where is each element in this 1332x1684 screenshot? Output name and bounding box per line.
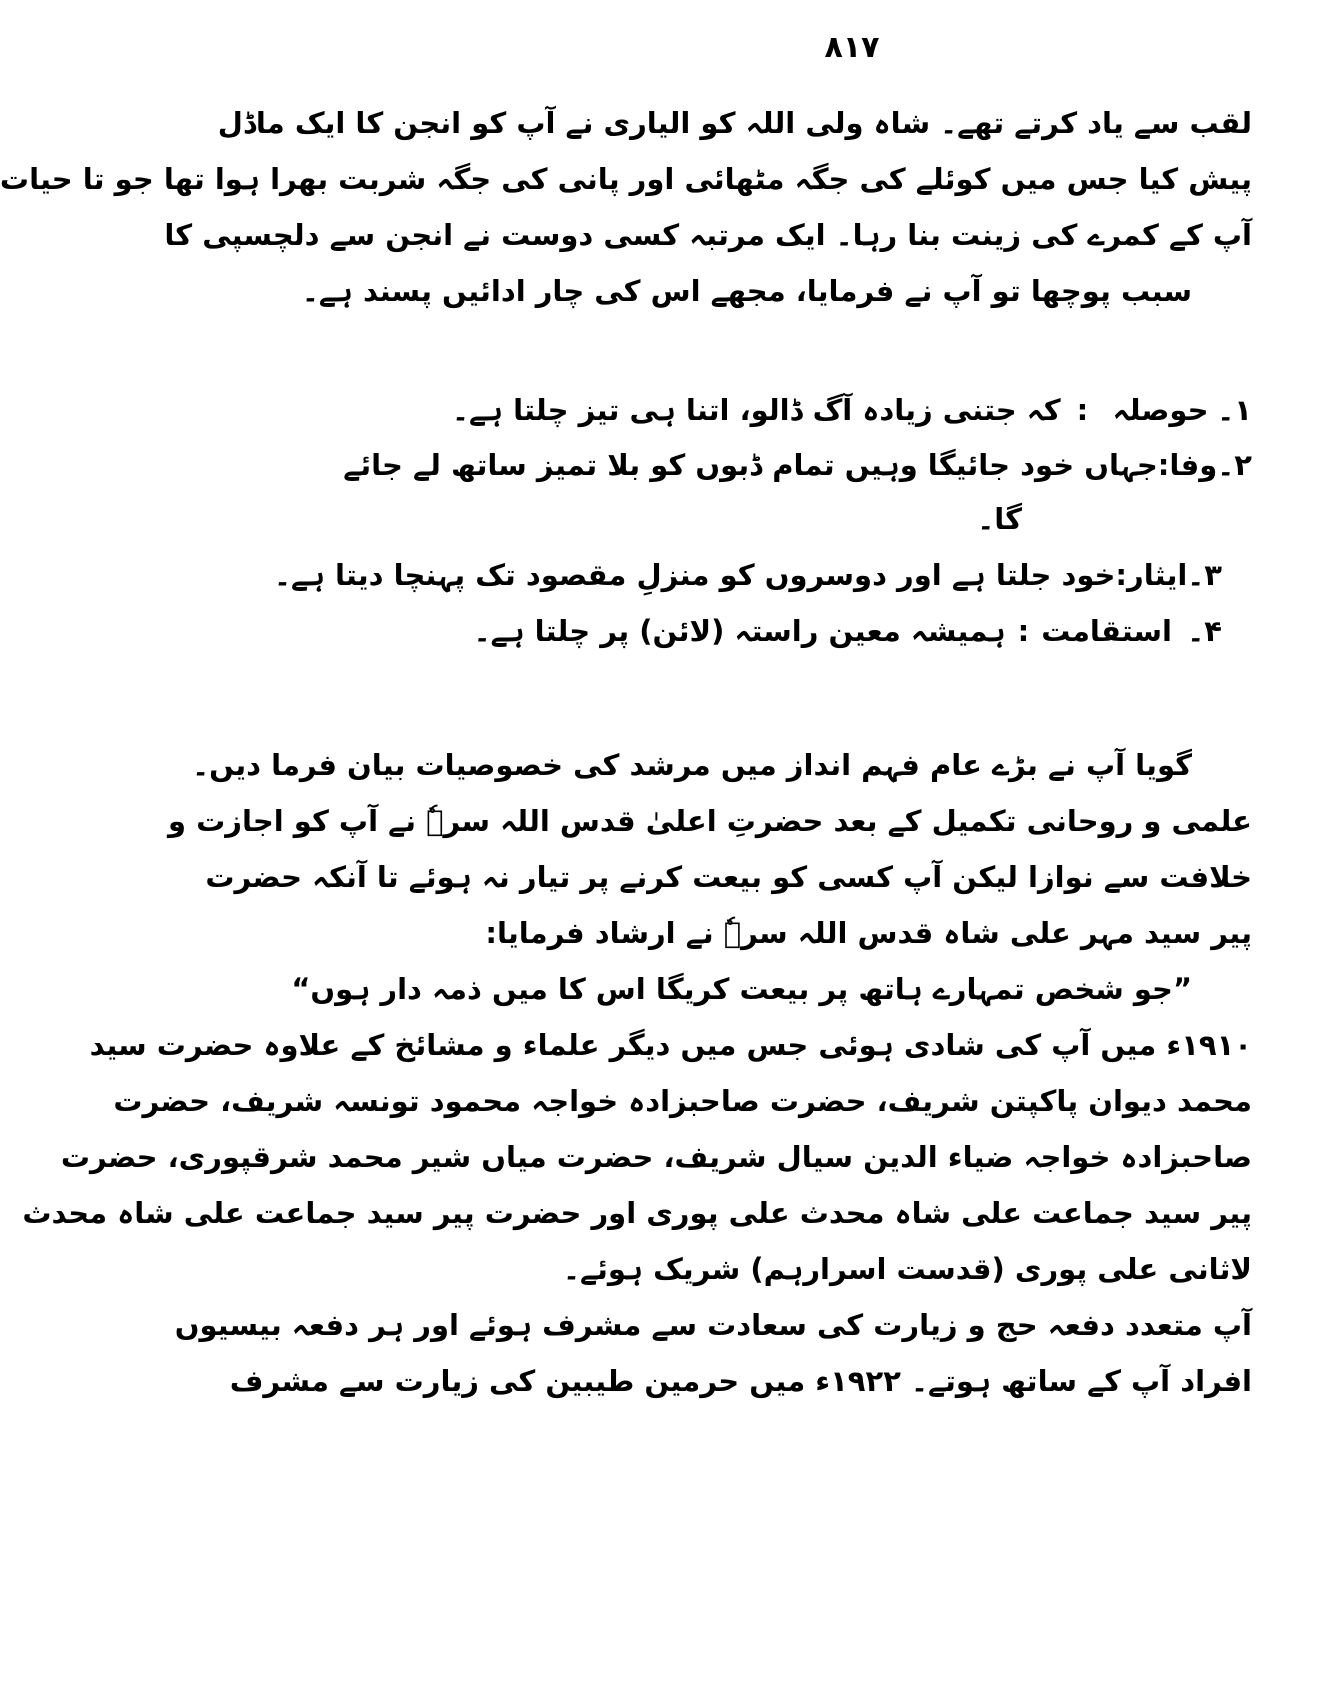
list-item-number: ۳۔ bbox=[1187, 558, 1222, 592]
list-item bbox=[452, 606, 1222, 658]
paragraph-line: صاحبزادہ خواجہ ضیاء الدین سیال شریف، حضرت میاں شیر محمد شرقپوری، حضرت bbox=[60, 1140, 1252, 1174]
paragraph-line: آپ کے کمرے کی زینت بنا رہا۔ ایک مرتبہ کسی دوست نے انجن سے دلچسپی کا bbox=[164, 218, 1252, 252]
paragraph-line: علمی و روحانی تکمیل کے بعد حضرتِ اعلیٰ قدس اللہ سرہٗ نے آپ کو اجازت و bbox=[168, 804, 1252, 838]
paragraph-line: ۱۹۱۰ء میں آپ کی شادی ہوئی جس میں دیگر علماء و مشائخ کے علاوہ حضرت سید bbox=[89, 1028, 1252, 1062]
paragraph-line: لقب سے یاد کرتے تھے۔ شاہ ولی اللہ کو الیاری نے آپ کو انجن کا ایک ماڈل bbox=[217, 106, 1252, 140]
paragraph-line: لاثانی علی پوری (قدست اسرارہم) شریک ہوئے۔ bbox=[562, 1252, 1252, 1286]
list-item-number: ۱۔ bbox=[1217, 393, 1252, 427]
list-item-definition: کہ جتنی زیادہ آگ ڈالو، اتنا ہی تیز چلتا ہے۔ bbox=[452, 393, 1061, 427]
list-item-colon: : bbox=[1076, 393, 1089, 427]
list-item-definition: خود جلتا ہے اور دوسروں کو منزلِ مقصود تک پہنچا دیتا ہے۔ bbox=[273, 558, 1116, 592]
list-item-colon: : bbox=[1017, 614, 1030, 648]
paragraph-line: محمد دیوان پاکپتن شریف، حضرت صاحبزادہ خواجہ محمود تونسہ شریف، حضرت bbox=[113, 1084, 1252, 1118]
list-item-number: ۲۔ bbox=[1217, 448, 1252, 482]
list-item-term: استقامت bbox=[1041, 614, 1172, 648]
list-item bbox=[343, 440, 1252, 492]
paragraph-line: آپ متعدد دفعہ حج و زیارت کی سعادت سے مشرف ہوئے اور ہر دفعہ بیسیوں bbox=[174, 1308, 1252, 1342]
list-item-definition: ہمیشہ معین راستہ (لائن) پر چلتا ہے۔ bbox=[473, 614, 1006, 648]
list-item-colon: : bbox=[1157, 448, 1170, 482]
list-item-term: حوصلہ bbox=[1112, 393, 1209, 427]
page-number: ۸۱۷ bbox=[824, 30, 880, 65]
list-item-colon: : bbox=[1115, 558, 1128, 592]
list-item-number: ۴۔ bbox=[1187, 614, 1222, 648]
paragraph-line: افراد آپ کے ساتھ ہوتے۔ ۱۹۲۲ء میں حرمین طیبین کی زیارت سے مشرف bbox=[229, 1364, 1252, 1398]
quote: ”جو شخص تمہارے ہاتھ پر بیعت کریگا اس کا میں ذمہ دار ہوں“ bbox=[291, 972, 1192, 1006]
list-item bbox=[452, 385, 1252, 437]
list-item-term: وفا bbox=[1169, 448, 1218, 482]
list-item-term: ایثار bbox=[1127, 558, 1188, 592]
paragraph-line: گویا آپ نے بڑے عام فہم انداز میں مرشد کی خصوصیات بیان فرما دیں۔ bbox=[192, 748, 1192, 782]
list-item bbox=[273, 550, 1222, 602]
paragraph-line: سبب پوچھا تو آپ نے فرمایا، مجھے اس کی چار ادائیں پسند ہے۔ bbox=[301, 274, 1192, 308]
paragraph-line: پیر سید جماعت علی شاہ محدث علی پوری اور حضرت پیر سید جماعت علی شاہ محدث bbox=[22, 1196, 1252, 1230]
paragraph-line: خلافت سے نوازا لیکن آپ کسی کو بیعت کرنے پر تیار نہ ہوئے تا آنکہ حضرت bbox=[205, 860, 1252, 894]
paragraph-line: پیش کیا جس میں کوئلے کی جگہ مٹھائی اور پانی کی جگہ شربت بھرا ہوا تھا جو تا حیات bbox=[0, 162, 1252, 196]
list-item-continuation: گا۔ bbox=[977, 502, 1022, 536]
paragraph-line: پیر سید مہر علی شاہ قدس اللہ سرہٗ نے ارشاد فرمایا: bbox=[485, 916, 1252, 950]
list-item-definition: جہاں خود جائیگا وہیں تمام ڈبوں کو بلا تمیز ساتھ لے جائے bbox=[343, 448, 1158, 482]
